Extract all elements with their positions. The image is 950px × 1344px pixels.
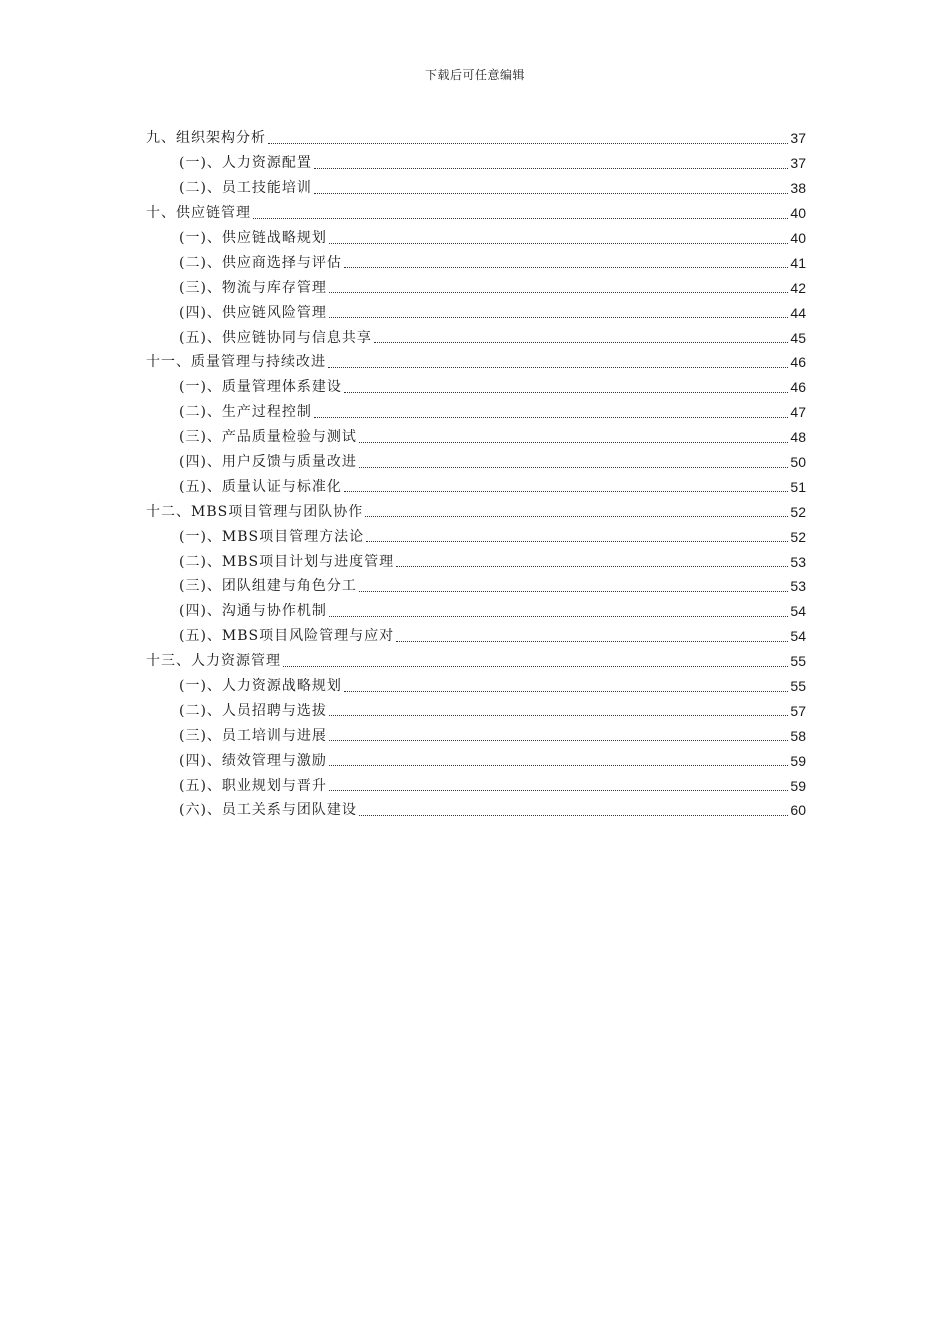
toc-entry-title: (一)、质量管理体系建设 [179, 379, 342, 396]
toc-entry-page-number: 54 [790, 603, 806, 620]
toc-dot-leader [268, 143, 788, 144]
toc-entry-title: (二)、人员招聘与选拔 [179, 702, 327, 719]
toc-entry-page-number: 48 [790, 429, 806, 446]
toc-dot-leader [359, 442, 788, 443]
toc-entry-page-number: 59 [790, 752, 806, 769]
toc-entry-title: (五)、职业规划与晋升 [179, 777, 327, 794]
toc-section-entry[interactable] [146, 375, 806, 400]
toc-section-entry[interactable] [146, 798, 806, 823]
toc-entry-page-number: 45 [790, 329, 806, 346]
toc-dot-leader [283, 666, 788, 667]
toc-section-entry[interactable] [146, 524, 806, 549]
toc-dot-leader [396, 566, 788, 567]
toc-entry-page-number: 47 [790, 404, 806, 421]
toc-dot-leader [366, 541, 788, 542]
toc-entry-title: 十三、人力资源管理 [146, 653, 281, 670]
toc-section-entry[interactable] [146, 674, 806, 699]
toc-entry-title: (五)、供应链协同与信息共享 [179, 329, 372, 346]
toc-entry-page-number: 50 [790, 454, 806, 471]
toc-entry-page-number: 57 [790, 702, 806, 719]
toc-entry-title: (一)、MBS项目管理方法论 [179, 528, 365, 545]
toc-entry-page-number: 54 [790, 628, 806, 645]
toc-section-entry[interactable] [146, 624, 806, 649]
toc-entry-page-number: 53 [790, 553, 806, 570]
toc-dot-leader [359, 815, 788, 816]
page-header: 下载后可任意编辑 [424, 68, 525, 82]
toc-entry-page-number: 51 [790, 478, 806, 495]
toc-entry-page-number: 46 [790, 379, 806, 396]
toc-section-entry[interactable] [146, 176, 806, 201]
toc-entry-page-number: 40 [790, 205, 806, 222]
toc-dot-leader [314, 193, 788, 194]
toc-section-entry[interactable] [146, 300, 806, 325]
toc-entry-title: (四)、供应链风险管理 [179, 304, 327, 321]
toc-section-entry[interactable] [146, 698, 806, 723]
toc-dot-leader [374, 342, 788, 343]
toc-entry-page-number: 58 [790, 727, 806, 744]
toc-entry-title: (二)、生产过程控制 [179, 404, 312, 421]
toc-dot-leader [396, 641, 788, 642]
toc-section-entry[interactable] [146, 748, 806, 773]
toc-entry-title: (一)、供应链战略规划 [179, 230, 327, 246]
toc-dot-leader [253, 218, 788, 219]
toc-section-entry[interactable] [146, 151, 806, 176]
toc-dot-leader [329, 243, 788, 244]
toc-chapter-entry[interactable] [146, 649, 806, 674]
toc-section-entry[interactable] [146, 425, 806, 450]
toc-entry-title: (二)、供应商选择与评估 [179, 254, 342, 271]
toc-entry-title: (四)、用户反馈与质量改进 [179, 454, 357, 471]
toc-entry-title: 九、组织架构分析 [146, 130, 266, 147]
toc-section-entry[interactable] [146, 599, 806, 624]
toc-entry-title: 十二、MBS项目管理与团队协作 [146, 503, 364, 520]
toc-entry-title: (一)、人力资源战略规划 [179, 678, 342, 695]
toc-chapter-entry[interactable] [146, 350, 806, 375]
toc-entry-page-number: 55 [790, 678, 806, 695]
toc-entry-title: 十、供应链管理 [146, 205, 251, 222]
toc-entry-page-number: 60 [790, 802, 806, 819]
toc-dot-leader [329, 765, 788, 766]
toc-dot-leader [344, 267, 788, 268]
toc-section-entry[interactable] [146, 226, 806, 251]
toc-entry-page-number: 52 [790, 528, 806, 545]
toc-section-entry[interactable] [146, 450, 806, 475]
toc-entry-title: (五)、MBS项目风险管理与应对 [179, 628, 395, 645]
toc-entry-page-number: 42 [790, 279, 806, 296]
toc-entry-page-number: 52 [790, 503, 806, 520]
toc-dot-leader [329, 790, 788, 791]
toc-section-entry[interactable] [146, 574, 806, 599]
toc-entry-page-number: 55 [790, 653, 806, 670]
toc-dot-leader [328, 367, 788, 368]
toc-dot-leader [314, 168, 788, 169]
toc-chapter-entry[interactable] [146, 201, 806, 226]
toc-dot-leader [329, 616, 788, 617]
toc-dot-leader [329, 317, 788, 318]
toc-dot-leader [329, 292, 788, 293]
toc-entry-title: (六)、员工关系与团队建设 [179, 802, 357, 819]
toc-entry-title: 十一、质量管理与持续改进 [146, 354, 326, 371]
toc-dot-leader [344, 491, 788, 492]
toc-dot-leader [365, 516, 788, 517]
toc-section-entry[interactable] [146, 474, 806, 499]
toc-dot-leader [329, 715, 788, 716]
toc-dot-leader [359, 467, 788, 468]
toc-entry-title: (五)、质量认证与标准化 [179, 478, 342, 495]
toc-section-entry[interactable] [146, 400, 806, 425]
toc-entry-page-number: 38 [790, 180, 806, 197]
toc-entry-title: (二)、员工技能培训 [179, 180, 312, 197]
toc-dot-leader [344, 691, 788, 692]
toc-entry-page-number: 37 [790, 130, 806, 147]
toc-dot-leader [314, 417, 788, 418]
toc-chapter-entry[interactable] [146, 499, 806, 524]
toc-entry-page-number: 37 [790, 155, 806, 172]
toc-entry-title: (三)、物流与库存管理 [179, 279, 327, 296]
toc-section-entry[interactable] [146, 723, 806, 748]
table-of-contents [146, 126, 806, 823]
toc-entry-page-number: 59 [790, 777, 806, 794]
toc-entry-page-number: 44 [790, 304, 806, 321]
toc-entry-page-number: 40 [790, 230, 806, 246]
toc-dot-leader [344, 392, 788, 393]
toc-dot-leader [329, 740, 788, 741]
toc-section-entry[interactable] [146, 325, 806, 350]
toc-section-entry[interactable] [146, 250, 806, 275]
toc-entry-title: (二)、MBS项目计划与进度管理 [179, 553, 395, 570]
toc-section-entry[interactable] [146, 275, 806, 300]
toc-section-entry[interactable] [146, 549, 806, 574]
toc-entry-page-number: 41 [790, 254, 806, 271]
toc-section-entry[interactable] [146, 773, 806, 798]
toc-entry-title: (三)、团队组建与角色分工 [179, 578, 357, 595]
toc-entry-page-number: 46 [790, 354, 806, 371]
toc-entry-page-number: 53 [790, 578, 806, 595]
toc-entry-title: (四)、沟通与协作机制 [179, 603, 327, 620]
toc-entry-title: (三)、员工培训与进展 [179, 727, 327, 744]
toc-entry-title: (四)、绩效管理与激励 [179, 752, 327, 769]
toc-dot-leader [359, 591, 788, 592]
toc-entry-title: (一)、人力资源配置 [179, 155, 312, 172]
toc-chapter-entry[interactable] [146, 126, 806, 151]
toc-entry-title: (三)、产品质量检验与测试 [179, 429, 357, 446]
